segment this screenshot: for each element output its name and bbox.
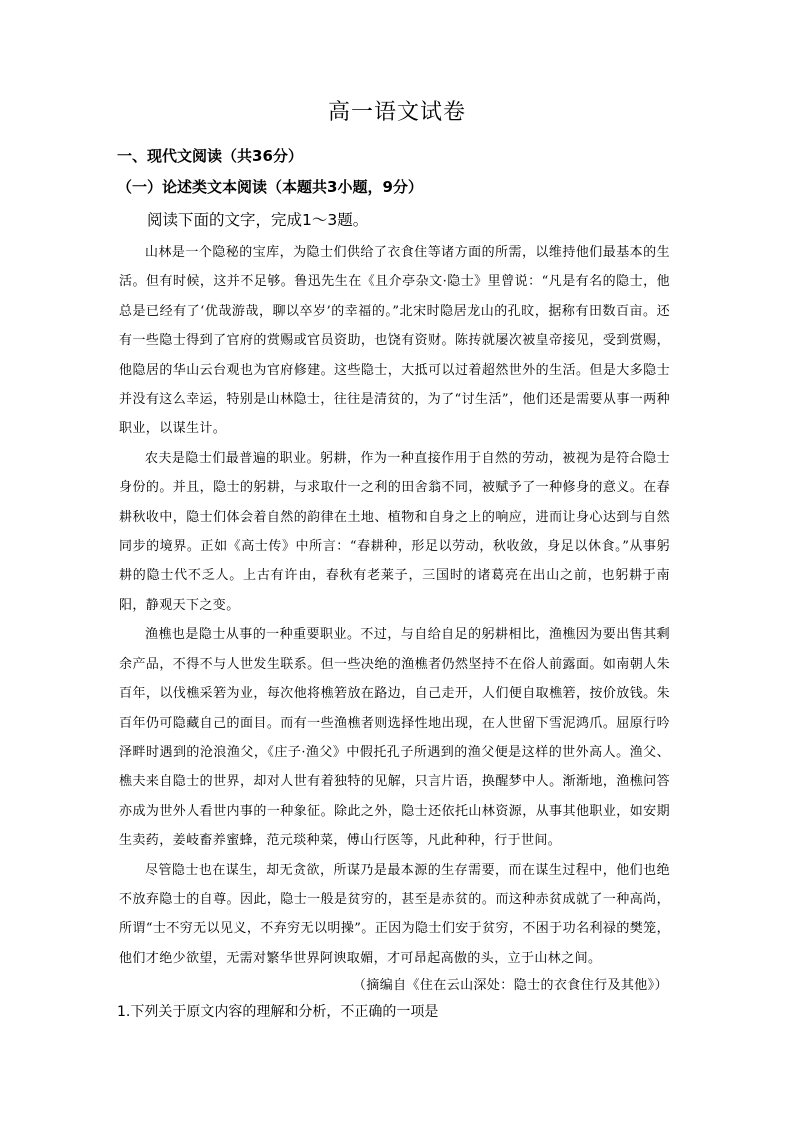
passage-paragraph: 山林是一个隐秘的宝库，为隐士们供给了衣食住等诸方面的所需，以维持他们最基本的生活。但有时候，这并不足够。鲁迅先生在《且介亭杂文·隐士》里曾说：“凡是有名的隐士，他总是已经有了‘优哉游哉，聊以卒岁’的幸福的。”北宋时隐居龙山的孔旼，据称有田数百亩。还有一些隐士得到了官府的赏赐或官员资助，也饶有资财。陈抟就屡次被皇帝接见，受到赏赐，他隐居的华山云台观也为官府修建。这些隐士，大抵可以过着超然世外的生活。但是大多隐士并没有这么幸运，特别是山林隐士，往往是清贫的，为了“讨生活”，他们还是需要从事一两种职业，以谋生计。: [119, 245, 670, 437]
section-heading: 一、现代文阅读（共36分）: [117, 147, 303, 165]
source-citation: （摘编自《住在云山深处：隐士的衣食住行及其他》）: [352, 978, 668, 993]
passage-body: [119, 238, 670, 973]
question-1: 1.下列关于原文内容的理解和分析，不正确的一项是: [117, 1004, 439, 1020]
reading-instruction: 阅读下面的文字，完成1～3题。: [147, 211, 369, 229]
page-title: 高一语文试卷: [327, 100, 466, 125]
passage-paragraph: 农夫是隐士们最普遍的职业。躬耕，作为一种直接作用于自然的劳动，被视为是符合隐士身份的。并且，隐士的躬耕，与求取什一之利的田舍翁不同，被赋予了一种修身的意义。在春耕秋收中，隐士们体会着自然的韵律在土地、植物和自身之上的响应，进而让身心达到与自然同步的境界。正如《高士传》中所言：“春耕种，形足以劳动，秋收敛，身足以休食。”从事躬耕的隐士代不乏人。上古有许由，春秋有老莱子，三国时的诸葛亮在出山之前，也躬耕于南阳，静观天下之变。: [119, 450, 670, 613]
subsection-heading: （一）论述类文本阅读（本题共3小题，9分）: [117, 178, 423, 196]
passage-paragraph: 渔樵也是隐士从事的一种重要职业。不过，与自给自足的躬耕相比，渔樵因为要出售其剩余产品，不得不与人世发生联系。但一些决绝的渔樵者仍然坚持不在俗人前露面。如南朝人朱百年，以伐樵采箬为业，每次他将樵箬放在路边，自己走开，人们便自取樵箬，按价放钱。朱百年仍可隐藏自己的面目。而有一些渔樵者则选择性地出现，在人世留下雪泥鸿爪。屈原行吟泽畔时遇到的沧浪渔父，《庄子·渔父》中假托孔子所遇到的渔父便是这样的世外高人。渔父、樵夫来自隐士的世界，却对人世有着独特的见解，只言片语，换醒梦中人。渐渐地，渔樵问答亦成为世外人看世内事的一种象征。除此之外，隐士还依托山林资源，从事其他职业，如安期生卖药，姜岐畜养蜜蜂，范元琰种菜，傅山行医等，凡此种种，行于世间。: [119, 627, 670, 849]
passage-paragraph: 尽管隐士也在谋生，却无贪欲，所谋乃是最本源的生存需要，而在谋生过程中，他们也绝不放弃隐士的自尊。因此，隐士一般是贫穷的，甚至是赤贫的。而这种赤贫成就了一种高尚，所谓“士不穷无以见义，不弃穷无以明操”。正因为隐士们安于贫穷，不困于功名利禄的樊笼，他们才绝少欲望，无需对繁华世界阿谀取媚，才可昂起高傲的头，立于山林之间。: [119, 862, 670, 966]
